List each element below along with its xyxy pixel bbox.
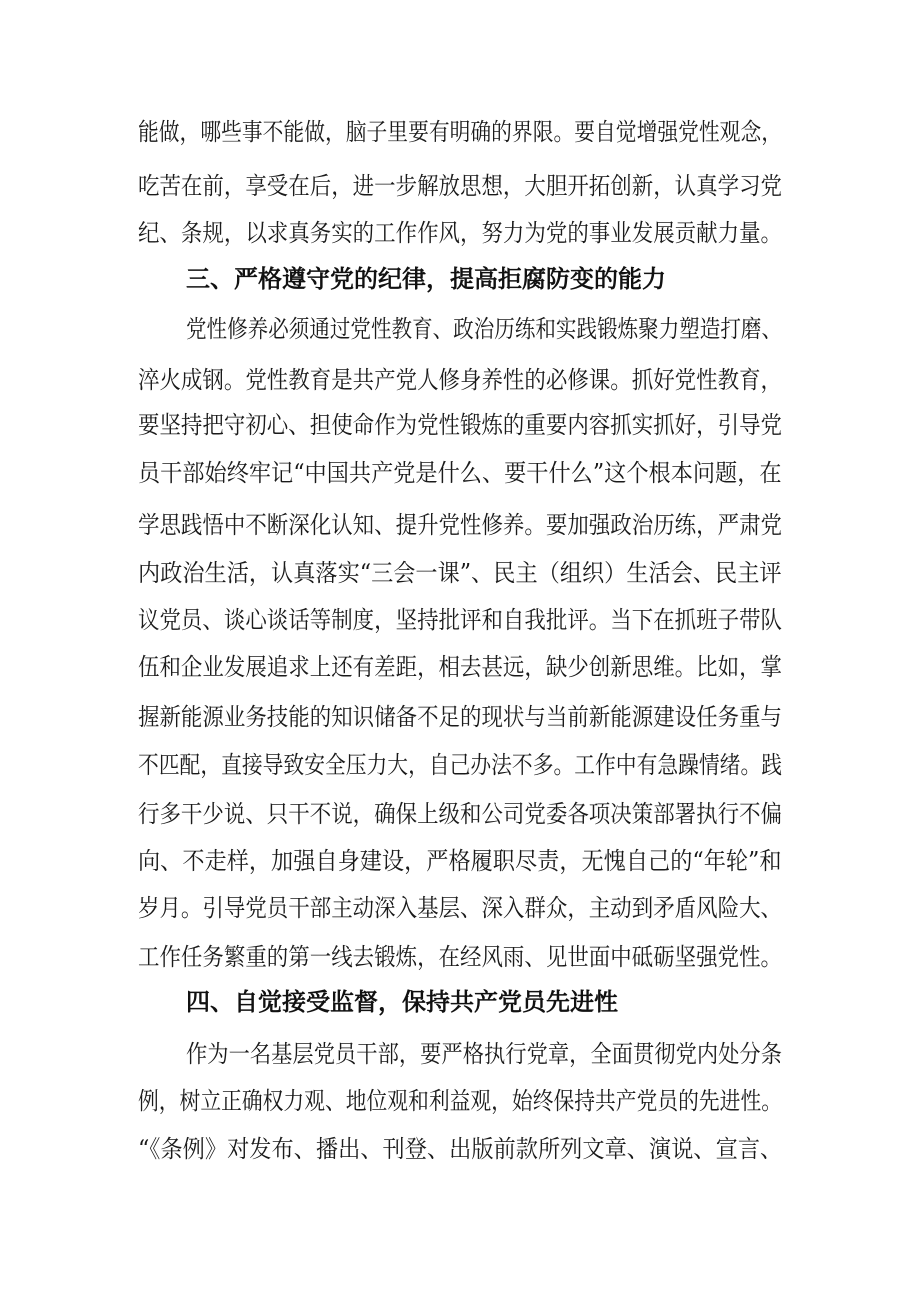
text-line: 淬火成钢。党性教育是共产党人修身养性的必修课。抓好党性教育，: [138, 366, 782, 394]
text-line: 要坚持把守初心、担使命作为党性锻炼的重要内容抓实抓好，引导党: [138, 411, 782, 439]
text-line: 内政治生活，认真落实“三会一课”、民主（组织）生活会、民主评: [138, 559, 782, 587]
text-line: 岁月。引导党员干部主动深入基层、深入群众，主动到矛盾风险大、: [138, 894, 782, 922]
section-heading-4: 四、自觉接受监督，保持共产党员先进性: [186, 988, 618, 1016]
text-line: 议党员、谈心谈话等制度，坚持批评和自我批评。当下在抓班子带队: [138, 606, 782, 634]
text-line: “《条例》对发布、播出、刊登、出版前款所列文章、演说、宣言、: [138, 1135, 783, 1163]
text-line: 纪、条规，以求真务实的工作作风，努力为党的事业发展贡献力量。: [138, 219, 782, 247]
text-line: 吃苦在前，享受在后，进一步解放思想，大胆开拓创新，认真学习党: [138, 172, 782, 200]
section-heading-3: 三、严格遵守党的纪律，提高拒腐防变的能力: [186, 265, 666, 293]
text-line: 例，树立正确权力观、地位观和利益观，始终保持共产党员的先进性。: [138, 1087, 782, 1115]
text-line: 握新能源业务技能的知识储备不足的现状与当前新能源建设任务重与: [138, 703, 782, 731]
text-line: 员干部始终牢记“中国共产党是什么、要干什么”这个根本问题，在: [138, 459, 782, 487]
text-line: 工作任务繁重的第一线去锻炼，在经风雨、见世面中砥砺坚强党性。: [138, 943, 782, 971]
text-line: 不匹配，直接导致安全压力大，自己办法不多。工作中有急躁情绪。践: [138, 751, 782, 779]
text-line: 向、不走样，加强自身建设，严格履职尽责，无愧自己的“年轮”和: [138, 847, 782, 875]
text-line: 伍和企业发展追求上还有差距，相去甚远，缺少创新思维。比如，掌: [138, 653, 782, 681]
text-line: 行多干少说、只干不说，确保上级和公司党委各项决策部署执行不偏: [138, 800, 782, 828]
text-line: 学思践悟中不断深化认知、提升党性修养。要加强政治历练，严肃党: [138, 511, 782, 539]
text-line: 作为一名基层党员干部，要严格执行党章，全面贯彻党内处分条: [186, 1040, 782, 1068]
text-line: 能做，哪些事不能做，脑子里要有明确的界限。要自觉增强党性观念，: [138, 118, 782, 146]
text-line: 党性修养必须通过党性教育、政治历练和实践锻炼聚力塑造打磨、: [186, 315, 782, 343]
